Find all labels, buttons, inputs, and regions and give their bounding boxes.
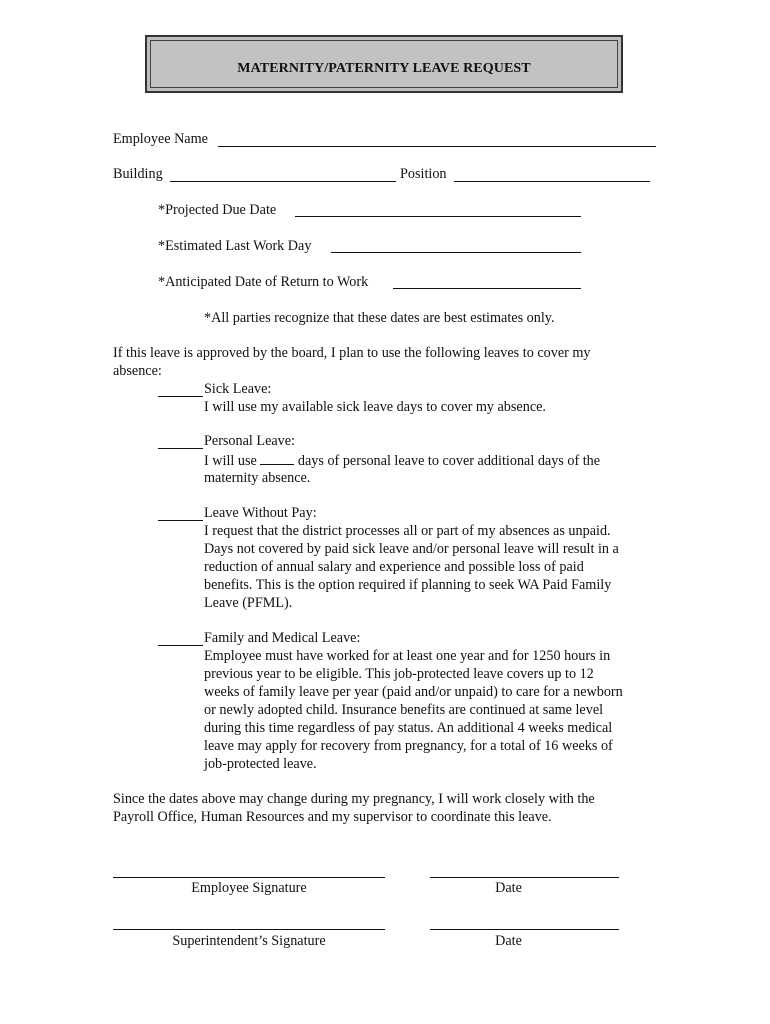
projected-due-date-field[interactable] xyxy=(295,216,581,217)
superintendent-date-line[interactable] xyxy=(430,929,619,930)
employee-name-label: Employee Name xyxy=(113,131,208,147)
leave-without-pay-line-5: Leave (PFML). xyxy=(204,595,293,611)
sick-leave-text: I will use my available sick leave days to cover my absence. xyxy=(204,399,546,415)
form-title-box xyxy=(145,35,623,93)
leave-without-pay-line-3: reduction of annual salary and experience and possible loss of paid xyxy=(204,559,584,575)
fmla-line-7: job-protected leave. xyxy=(204,756,317,772)
projected-due-date-label: *Projected Due Date xyxy=(158,202,277,218)
form-title: MATERNITY/PATERNITY LEAVE REQUEST xyxy=(237,61,531,76)
building-label: Building xyxy=(113,166,163,182)
fmla-line-6: leave may apply for recovery from pregnancy, for a total of 16 weeks of xyxy=(204,738,613,754)
leave-without-pay-line-1: I request that the district processes all or part of my absences as unpaid. xyxy=(204,523,611,539)
form-title-inner xyxy=(150,40,618,88)
leave-without-pay-line-2: Days not covered by paid sick leave and/or personal leave will result in a xyxy=(204,541,619,557)
fmla-line-5: during this time regardless of pay status. An additional 4 weeks medical xyxy=(204,720,613,736)
leave-without-pay-title: Leave Without Pay: xyxy=(204,505,317,521)
estimated-last-work-day-label: *Estimated Last Work Day xyxy=(158,238,312,254)
personal-leave-title: Personal Leave: xyxy=(204,433,295,449)
personal-leave-days-field[interactable] xyxy=(260,452,294,465)
superintendent-signature-line[interactable] xyxy=(113,929,385,930)
fmla-line-2: previous year to be eligible. This job-protected leave covers up to 12 xyxy=(204,666,594,682)
employee-signature-label: Employee Signature xyxy=(191,880,307,896)
closing-line-2: Payroll Office, Human Resources and my supervisor to coordinate this leave. xyxy=(113,809,552,825)
sick-leave-checkline[interactable] xyxy=(158,396,203,397)
leave-without-pay-checkline[interactable] xyxy=(158,520,203,521)
anticipated-return-label: *Anticipated Date of Return to Work xyxy=(158,274,369,290)
employee-date-label: Date xyxy=(495,880,522,896)
personal-leave-checkline[interactable] xyxy=(158,448,203,449)
closing-line-1: Since the dates above may change during my pregnancy, I will work closely with the xyxy=(113,791,595,807)
anticipated-return-field[interactable] xyxy=(393,288,581,289)
leave-without-pay-line-4: benefits. This is the option required if planning to seek WA Paid Family xyxy=(204,577,612,593)
position-label: Position xyxy=(400,166,447,182)
fmla-checkline[interactable] xyxy=(158,645,203,646)
fmla-title: Family and Medical Leave: xyxy=(204,630,361,646)
employee-name-field[interactable] xyxy=(218,146,656,147)
building-field[interactable] xyxy=(170,181,396,182)
position-field[interactable] xyxy=(454,181,650,182)
personal-leave-text-1 xyxy=(204,452,600,470)
superintendent-date-label: Date xyxy=(495,933,522,949)
personal-leave-before: I will use xyxy=(204,453,257,469)
superintendent-signature-label: Superintendent’s Signature xyxy=(172,933,326,949)
sick-leave-title: Sick Leave: xyxy=(204,381,272,397)
fmla-line-3: weeks of family leave per year (paid and/or unpaid) to care for a newborn xyxy=(204,684,623,700)
estimates-note: *All parties recognize that these dates are best estimates only. xyxy=(204,310,555,326)
intro-line-1: If this leave is approved by the board, I plan to use the following leaves to cover my xyxy=(113,345,591,361)
employee-signature-line[interactable] xyxy=(113,877,385,878)
fmla-line-1: Employee must have worked for at least one year and for 1250 hours in xyxy=(204,648,611,664)
estimated-last-work-day-field[interactable] xyxy=(331,252,581,253)
employee-date-line[interactable] xyxy=(430,877,619,878)
fmla-line-4: or newly adopted child. Insurance benefits are continued at same level xyxy=(204,702,604,718)
personal-leave-after: days of personal leave to cover additional days of the xyxy=(297,453,601,469)
personal-leave-text-2: maternity absence. xyxy=(204,470,311,486)
intro-line-2: absence: xyxy=(113,363,162,379)
